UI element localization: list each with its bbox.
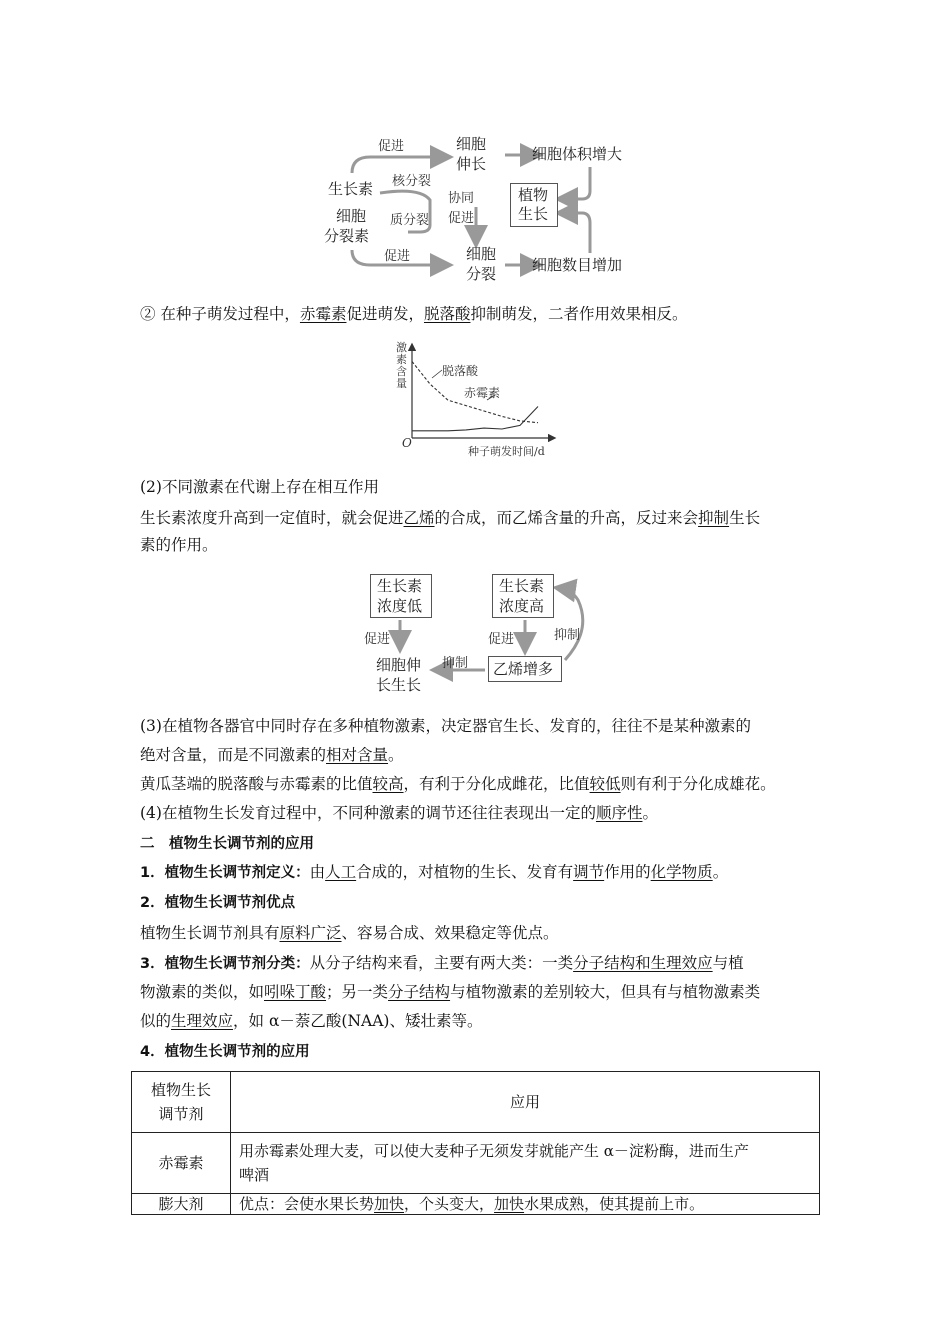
- cell-division-label-2: 分裂: [466, 265, 497, 283]
- gibberellin-answer: 赤霉素: [299, 305, 347, 323]
- auxin-low-label-2: 浓度低: [377, 597, 423, 615]
- chart-ylabel-2: 素: [396, 353, 407, 366]
- aba-leader: [432, 370, 442, 378]
- auxin-label: 生长素: [328, 180, 374, 198]
- sequence-answer: 顺序性: [595, 804, 643, 822]
- plant-growth-label-2: 生长: [518, 205, 549, 223]
- lower-answer: 较低: [589, 775, 621, 793]
- faster-answer-2: 加快: [494, 1195, 525, 1213]
- regulate-answer: 调节: [573, 863, 605, 881]
- section-2-heading: (2)不同激素在代谢上存在相互作用: [140, 478, 379, 496]
- cytoplasm-division-label: 质分裂: [390, 213, 430, 228]
- inhibit-answer: 抑制: [698, 509, 730, 527]
- hormone-content-chart: [392, 340, 562, 460]
- chart-origin: O: [402, 436, 412, 450]
- cytokinin-label-1: 细胞: [336, 207, 367, 225]
- table-cell-gibberellin: 赤霉素: [132, 1133, 231, 1194]
- promote-top-label: 促进: [378, 139, 405, 154]
- part-2-item-3-line-2: 物激素的类似，如吲哚丁酸；另一类分子结构与植物激素的差别较大，但具有与植物激素类: [140, 983, 761, 1001]
- abscisic-acid-answer: 脱落酸: [423, 305, 471, 323]
- cell-volume-label: 细胞体积增大: [532, 145, 623, 163]
- section-3-line-1: (3)在植物各器官中同时存在多种植物激素，决定器官生长、发育的，往往不是某种激素的: [140, 717, 751, 735]
- promote-label-2: 促进: [488, 632, 515, 647]
- auxin-low-label-1: 生长素: [377, 577, 423, 595]
- wide-material-answer: 原料广泛: [279, 924, 342, 942]
- chart-legend-aba: 脱落酸: [442, 364, 479, 378]
- part-2-heading: 二 植物生长调节剂的应用: [140, 836, 314, 852]
- ethylene-increase-box: [488, 656, 562, 682]
- nuclear-division-label: 核分裂: [392, 174, 432, 189]
- chart-ylabel-1: 激: [396, 341, 407, 354]
- part-2-item-2-body: 植物生长调节剂具有原料广泛、容易合成、效果稳定等优点。: [140, 924, 559, 942]
- chart-ylabel-3: 含: [396, 365, 407, 378]
- higher-answer: 较高: [372, 775, 404, 793]
- plant-growth-label-1: 植物: [518, 186, 549, 204]
- chart-xlabel: 种子萌发时间/d: [468, 445, 545, 458]
- paragraph-seed-germination: ② 在种子萌发过程中，赤霉素促进萌发，脱落酸抑制萌发，二者作用效果相反。: [140, 305, 688, 323]
- table-row: [132, 1133, 820, 1194]
- molecular-structure-answer: 分子结构: [388, 983, 451, 1001]
- cytokinin-label-2: 分裂素: [324, 227, 370, 245]
- application-table: [131, 1071, 820, 1215]
- cell-elongation-growth-1: 细胞伸: [376, 656, 422, 674]
- table-cell-swelling-agent: 膨大剂: [132, 1194, 231, 1215]
- chemical-answer: 化学物质: [650, 863, 713, 881]
- chart-ylabel-4: 量: [396, 377, 407, 390]
- table-row: [132, 1194, 820, 1215]
- cell-count-label: 细胞数目增加: [532, 256, 623, 274]
- part-2-item-4-heading: 4．植物生长调节剂的应用: [140, 1044, 310, 1060]
- section-4-line: (4)在植物生长发育过程中，不同种激素的调节还往往表现出一定的顺序性。: [140, 804, 658, 822]
- table-cell-swelling-agent-use: 优点：会使水果长势加快，个头变大，加快水果成熟，使其提前上市。: [231, 1194, 820, 1215]
- promote-label-1: 促进: [364, 632, 391, 647]
- part-2-item-3-line-3: 似的生理效应，如 α－萘乙酸(NAA)、矮壮素等。: [140, 1012, 483, 1030]
- iba-answer: 吲哚丁酸: [264, 983, 327, 1001]
- part-2-item-2-heading: 2．植物生长调节剂优点: [140, 895, 296, 911]
- relative-content-answer: 相对含量: [326, 746, 389, 764]
- plant-growth-box: [510, 183, 558, 227]
- section-2-line-2: 素的作用。: [140, 536, 218, 554]
- auxin-low-box: [370, 574, 432, 618]
- hormone-diagram-2: [360, 570, 600, 700]
- inhibit-label-2: 抑制: [554, 628, 581, 643]
- faster-answer-1: 加快: [374, 1195, 405, 1213]
- table-header-regulator: 植物生长 调节剂: [132, 1072, 231, 1133]
- table-header-row: [132, 1072, 820, 1133]
- section-3-line-2: 绝对含量，而是不同激素的相对含量。: [140, 746, 404, 764]
- auxin-high-label-2: 浓度高: [499, 597, 545, 615]
- synergy-label-1: 协同: [448, 191, 475, 206]
- ethylene-increase-label: 乙烯增多: [493, 660, 554, 678]
- cell-elongation-label-2: 伸长: [456, 155, 487, 173]
- table-header-application: 应用: [231, 1072, 820, 1133]
- cell-elongation-label-1: 细胞: [456, 135, 487, 153]
- cell-elongation-growth-2: 长生长: [376, 676, 422, 694]
- auxin-high-box: [492, 574, 554, 618]
- hormone-diagram-1: [300, 125, 660, 285]
- ethylene-answer: 乙烯: [403, 509, 435, 527]
- cell-division-label-1: 细胞: [466, 245, 497, 263]
- section-3-line-3: 黄瓜茎端的脱落酸与赤霉素的比值较高，有利于分化成雌花，比值较低则有利于分化成雄花。: [140, 775, 776, 793]
- synergy-label-2: 促进: [448, 211, 475, 226]
- part-2-item-3-line-1: 3．植物生长调节剂分类：从分子结构来看，主要有两大类：一类分子结构和生理效应与植: [140, 954, 744, 972]
- inhibit-label-1: 抑制: [442, 656, 469, 671]
- artificial-answer: 人工: [325, 863, 357, 881]
- section-2-line-1: 生长素浓度升高到一定值时，就会促进乙烯的合成，而乙烯含量的升高，反过来会抑制生长: [140, 509, 761, 527]
- auxin-high-label-1: 生长素: [499, 577, 545, 595]
- physiological-effect-answer: 生理效应: [171, 1012, 234, 1030]
- chart-legend-ga: 赤霉素: [464, 386, 501, 400]
- part-2-item-1: 1．植物生长调节剂定义：由人工合成的，对植物的生长、发育有调节作用的化学物质。: [140, 863, 729, 881]
- structure-effect-answer: 分子结构和生理效应: [573, 954, 713, 972]
- promote-bottom-label: 促进: [384, 249, 411, 264]
- ga-series-line: [412, 407, 538, 431]
- table-cell-gibberellin-use: 用赤霉素处理大麦，可以使大麦种子无须发芽就能产生 α－淀粉酶，进而生产 啤酒: [231, 1133, 820, 1194]
